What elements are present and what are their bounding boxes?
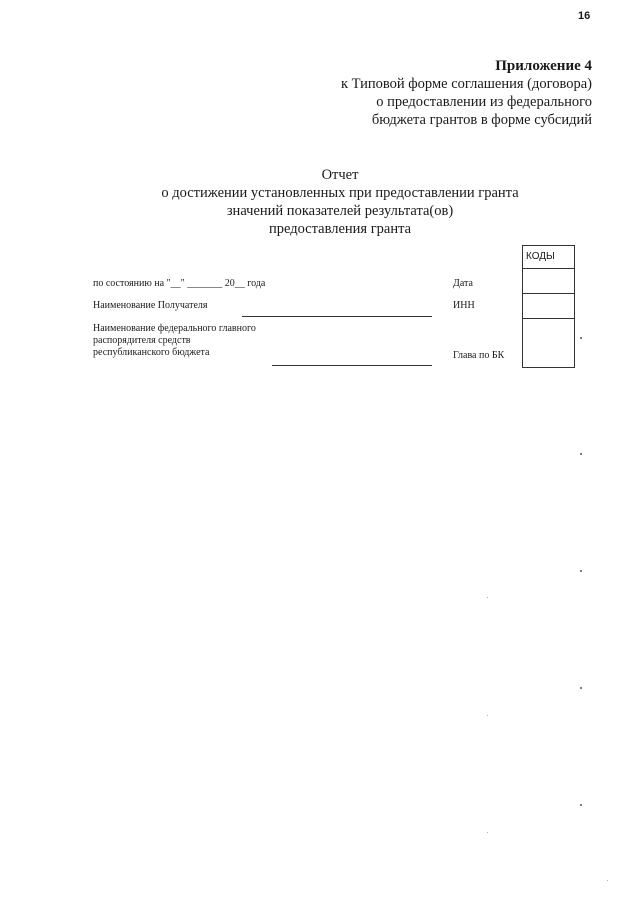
manager-underline[interactable] [272, 365, 432, 366]
scan-speck [580, 570, 582, 572]
report-title-line: предоставления гранта [268, 221, 412, 237]
inn-code-cell[interactable] [523, 294, 575, 319]
scan-speck [607, 880, 608, 881]
scan-speck [487, 597, 488, 598]
report-title [0, 166, 640, 238]
scan-speck [580, 337, 582, 339]
chapter-code-cell[interactable] [523, 319, 575, 368]
scan-speck [487, 715, 488, 716]
as-of-date-label: по состоянию на "__" _______ 20__ года [93, 278, 266, 289]
report-title-line: о достижении установленных при предоставлении гранта [161, 185, 519, 201]
appendix-line: бюджета грантов в форме субсидий [371, 112, 592, 128]
scan-speck [580, 804, 582, 806]
report-title-line: Отчет [321, 167, 359, 183]
recipient-underline[interactable] [242, 316, 432, 317]
date-label: Дата [453, 278, 473, 289]
scan-speck [487, 832, 488, 833]
manager-label-line: республиканского бюджета [93, 347, 210, 358]
codes-table [522, 245, 575, 368]
inn-label: ИНН [453, 300, 475, 311]
manager-label-line: Наименование федерального главного [93, 323, 256, 334]
appendix-line: о предоставлении из федерального [376, 94, 592, 110]
chapter-label: Глава по БК [453, 350, 505, 361]
report-title-line: значений показателей результата(ов) [226, 203, 454, 219]
scan-speck [580, 453, 582, 455]
appendix-line: к Типовой форме соглашения (договора) [340, 76, 592, 92]
scan-speck [580, 687, 582, 689]
recipient-label: Наименование Получателя [93, 300, 208, 311]
manager-label-line: распорядителя средств [93, 335, 191, 346]
manager-label [93, 323, 256, 359]
appendix-header [341, 57, 592, 129]
date-code-cell[interactable] [523, 269, 575, 294]
page-number: 16 [578, 10, 591, 22]
codes-header: КОДЫ [523, 246, 575, 269]
appendix-title: Приложение 4 [495, 58, 592, 74]
